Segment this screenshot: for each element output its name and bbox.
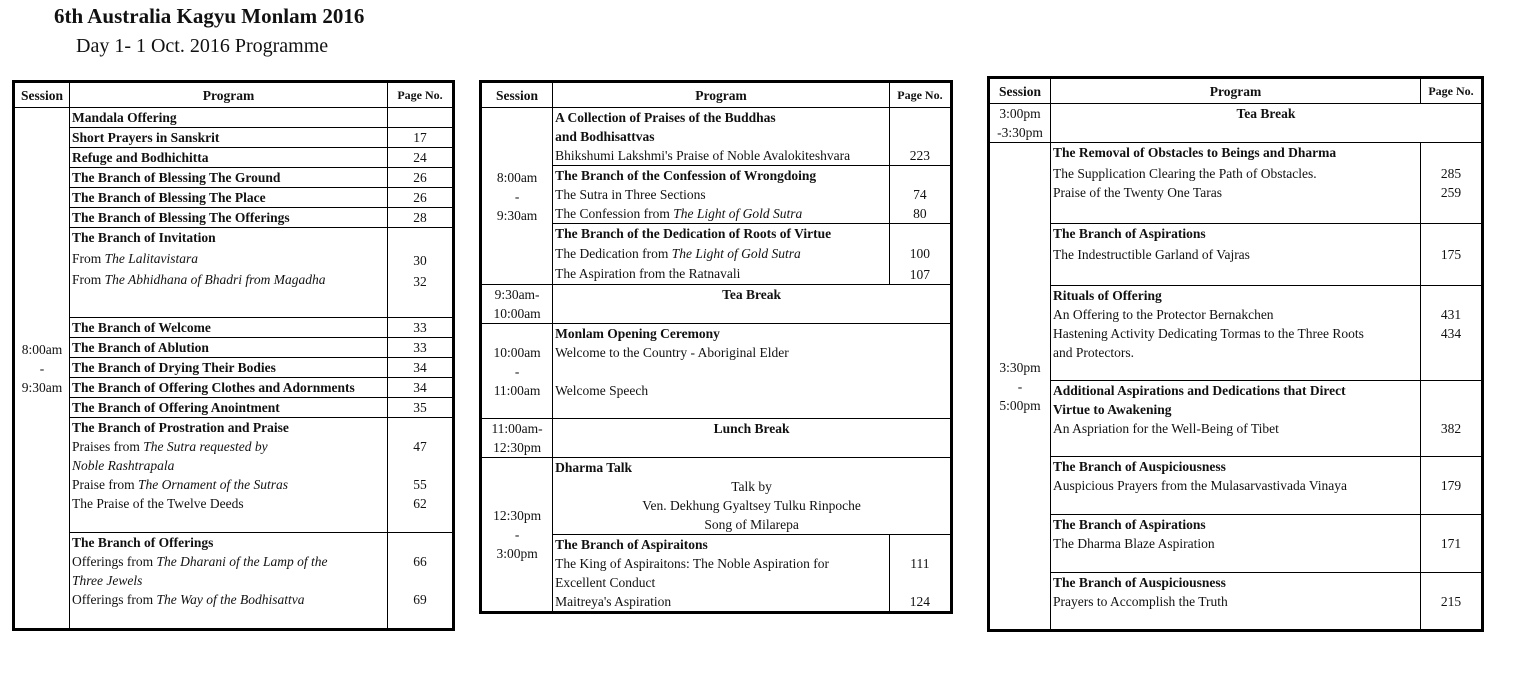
program-header: Program [1051, 78, 1421, 104]
table-header-row [14, 82, 454, 108]
table-row [14, 168, 454, 188]
program-group: The Branch of Offerings Offerings from The Dharani of the Lamp of the Three Jewels Offerings from The Way of the Bodhisattva [70, 533, 388, 630]
table-row [989, 286, 1483, 381]
program-item: The Branch of Blessing The Offerings [70, 208, 388, 228]
program-item: Short Prayers in Sanskrit [70, 128, 388, 148]
program-group: Monlam Opening Ceremony Welcome to the Country - Aboriginal Elder Welcome Speech [553, 324, 952, 419]
table-row [989, 143, 1483, 224]
table-row [14, 108, 454, 128]
page-header: Page No. [1421, 78, 1483, 104]
table-row [14, 418, 454, 533]
program-group: The Branch of the Dedication of Roots of Virtue The Dedication from The Light of Gold Sutra The Aspiration from the Ratnavali [553, 224, 890, 285]
program-item: The Branch of Blessing The Place [70, 188, 388, 208]
table-row [14, 338, 454, 358]
table-row [989, 573, 1483, 631]
program-item: Mandala Offering [70, 108, 388, 128]
table-row [14, 128, 454, 148]
page-number: 17 [388, 128, 454, 148]
page-number: 47 55 62 [388, 418, 454, 533]
page-header: Page No. [889, 82, 951, 108]
table-row [989, 224, 1483, 286]
program-item: The Branch of Offering Clothes and Adornments [70, 378, 388, 398]
session-header: Session [481, 82, 553, 108]
table-row [481, 108, 952, 166]
program-item: Refuge and Bodhichitta [70, 148, 388, 168]
table-row [14, 358, 454, 378]
program-item: The Branch of Blessing The Ground [70, 168, 388, 188]
program-item: The Branch of Offering Anointment [70, 398, 388, 418]
page-number: 34 [388, 358, 454, 378]
program-group: A Collection of Praises of the Buddhas and Bodhisattvas Bhikshumi Lakshmi's Praise of Noble Avalokiteshvara [553, 108, 890, 166]
page-number [388, 108, 454, 128]
tea-break: Tea Break [553, 285, 952, 324]
table-row [14, 318, 454, 338]
tea-break: Tea Break [1051, 104, 1483, 143]
schedule-table-3 [987, 76, 1484, 632]
page-number: 26 [388, 168, 454, 188]
page-number: 179 [1421, 457, 1483, 515]
program-group: The Branch of Aspirations The Indestructible Garland of Vajras [1051, 224, 1421, 286]
table-row [989, 515, 1483, 573]
schedule-table-2 [479, 80, 953, 614]
page-number: 33 [388, 338, 454, 358]
table-header-row [989, 78, 1483, 104]
page-number: 26 [388, 188, 454, 208]
table-row [989, 381, 1483, 457]
table-row [14, 208, 454, 228]
page-number: 35 [388, 398, 454, 418]
session-header: Session [14, 82, 70, 108]
page-number: 223 [889, 108, 951, 166]
page-number: 24 [388, 148, 454, 168]
table-row [989, 457, 1483, 515]
session-time: 10:00am - 11:00am [481, 324, 553, 419]
program-header: Program [70, 82, 388, 108]
table-row [14, 398, 454, 418]
program-group: The Branch of the Confession of Wrongdoing The Sutra in Three Sections The Confession from The Light of Gold Sutra [553, 166, 890, 224]
table-row [14, 533, 454, 630]
table-row [481, 419, 952, 458]
page-number: 74 80 [889, 166, 951, 224]
program-group: The Branch of Aspiraitons The King of Aspiraitons: The Noble Aspiration for Excellent Conduct Maitreya's Aspiration [553, 535, 890, 613]
session-header: Session [989, 78, 1051, 104]
page-number: 100 107 [889, 224, 951, 285]
table-row [14, 228, 454, 318]
program-item: The Branch of Welcome [70, 318, 388, 338]
program-group: Rituals of Offering An Offering to the Protector Bernakchen Hastening Activity Dedicating Tormas to the Three Roots and Protectors. [1051, 286, 1421, 381]
session-time: 9:30am- 10:00am [481, 285, 553, 324]
table-row [14, 378, 454, 398]
table-header-row [481, 82, 952, 108]
program-group: The Branch of Aspirations The Dharma Blaze Aspiration [1051, 515, 1421, 573]
page-number: 285 259 [1421, 143, 1483, 224]
session-time: 3:00pm -3:30pm [989, 104, 1051, 143]
page-title: 6th Australia Kagyu Monlam 2016 [54, 4, 365, 28]
schedule-table-1 [12, 80, 455, 631]
table-row [14, 188, 454, 208]
program-item: The Branch of Drying Their Bodies [70, 358, 388, 378]
program-group: The Removal of Obstacles to Beings and Dharma The Supplication Clearing the Path of Obstacles. Praise of the Twenty One Taras [1051, 143, 1421, 224]
page-number: 431 434 [1421, 286, 1483, 381]
table-row [989, 104, 1483, 143]
program-group: The Branch of Auspiciousness Auspicious Prayers from the Mulasarvastivada Vinaya [1051, 457, 1421, 515]
page-number: 175 [1421, 224, 1483, 286]
session-time: 8:00am - 9:30am [14, 108, 70, 630]
session-time: 11:00am- 12:30pm [481, 419, 553, 458]
table-row [481, 458, 952, 535]
page-number: 66 69 [388, 533, 454, 630]
table-row [481, 285, 952, 324]
page-number: 111 124 [889, 535, 951, 613]
program-group: The Branch of Prostration and Praise Praises from The Sutra requested by Noble Rashtrapala Praise from The Ornament of the Sutras The Praise of the Twelve Deeds [70, 418, 388, 533]
lunch-break: Lunch Break [553, 419, 952, 458]
program-header: Program [553, 82, 890, 108]
page-number: 171 [1421, 515, 1483, 573]
program-item: The Branch of Ablution [70, 338, 388, 358]
session-time: 12:30pm - 3:00pm [481, 458, 553, 613]
page-number: 382 [1421, 381, 1483, 457]
page-subtitle: Day 1- 1 Oct. 2016 Programme [76, 35, 329, 57]
page-number: 34 [388, 378, 454, 398]
page-number: 215 [1421, 573, 1483, 631]
program-group: Additional Aspirations and Dedications that Direct Virtue to Awakening An Aspriation for the Well-Being of Tibet [1051, 381, 1421, 457]
table-row [14, 148, 454, 168]
session-time: 8:00am - 9:30am [481, 108, 553, 285]
page-number: 30 32 [388, 228, 454, 318]
page-header: Page No. [388, 82, 454, 108]
table-row [481, 324, 952, 419]
program-group: The Branch of Invitation From The Lalitavistara From The Abhidhana of Bhadri from Magadha [70, 228, 388, 318]
page-number: 28 [388, 208, 454, 228]
page-number: 33 [388, 318, 454, 338]
program-group: The Branch of Auspiciousness Prayers to Accomplish the Truth [1051, 573, 1421, 631]
program-group: Dharma Talk Talk by Ven. Dekhung Gyaltsey Tulku Rinpoche Song of Milarepa [553, 458, 952, 535]
session-time: 3:30pm - 5:00pm [989, 143, 1051, 631]
